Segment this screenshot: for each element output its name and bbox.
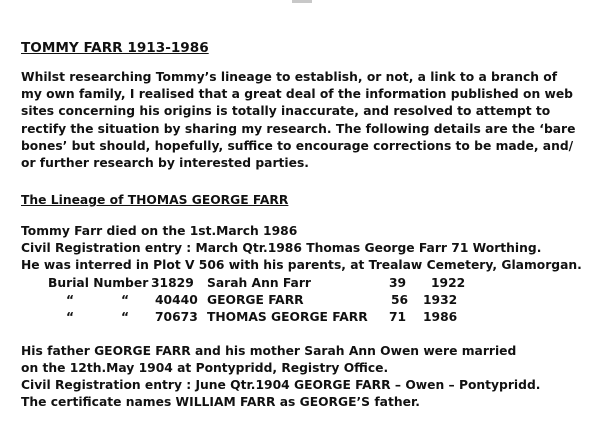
ditto-mark: “ bbox=[66, 293, 75, 307]
parents-line: The certificate names WILLIAM FARR as GEORGE’S father. bbox=[21, 395, 420, 409]
burial-number: 70673 bbox=[155, 310, 198, 324]
burial-label: Burial Number bbox=[48, 276, 149, 290]
burial-name: Sarah Ann Farr bbox=[207, 276, 311, 290]
ditto-mark: “ bbox=[121, 293, 130, 307]
burial-number: 31829 bbox=[151, 276, 194, 290]
burial-age: 39 bbox=[389, 276, 407, 290]
burial-age: 71 bbox=[389, 310, 407, 324]
intro-line: sites concerning his origins is totally inaccurate, and resolved to attempt to bbox=[21, 104, 551, 119]
intro-paragraph bbox=[21, 69, 591, 172]
interment-line: He was interred in Plot V 506 with his parents, at Trealaw Cemetery, Glamorgan. bbox=[21, 258, 582, 272]
civil-registration-line: Civil Registration entry : March Qtr.1986 Thomas George Farr 71 Worthing. bbox=[21, 241, 542, 255]
ditto-mark: “ bbox=[121, 310, 130, 324]
parents-line: on the 12th.May 1904 at Pontypridd, Registry Office. bbox=[21, 361, 389, 375]
document-title: TOMMY FARR 1913-1986 bbox=[21, 40, 209, 56]
death-line: Tommy Farr died on the 1st.March 1986 bbox=[21, 224, 298, 238]
parents-line: His father GEORGE FARR and his mother Sarah Ann Owen were married bbox=[21, 344, 517, 358]
burial-name: GEORGE FARR bbox=[207, 293, 304, 307]
scan-mark bbox=[292, 0, 312, 3]
lineage-heading: The Lineage of THOMAS GEORGE FARR bbox=[21, 193, 289, 207]
burial-year: 1986 bbox=[423, 310, 458, 324]
burial-name: THOMAS GEORGE FARR bbox=[207, 310, 368, 324]
intro-line: my own family, I realised that a great deal of the information published on web bbox=[21, 87, 573, 102]
ditto-mark: “ bbox=[66, 310, 75, 324]
burial-number: 40440 bbox=[155, 293, 198, 307]
intro-line: Whilst researching Tommy’s lineage to establish, or not, a link to a branch of bbox=[21, 70, 558, 84]
intro-line: rectify the situation by sharing my research. The following details are the ‘bare bbox=[21, 121, 576, 136]
parents-line: Civil Registration entry : June Qtr.1904 GEORGE FARR – Owen – Pontypridd. bbox=[21, 378, 541, 392]
intro-line: bones’ but should, hopefully, suffice to encourage corrections to be made, and/ bbox=[21, 138, 574, 153]
burial-age: 56 bbox=[391, 293, 409, 307]
burial-year: 1932 bbox=[423, 293, 458, 307]
intro-line: or further research by interested parties. bbox=[21, 156, 309, 171]
burial-year: 1922 bbox=[431, 276, 466, 290]
